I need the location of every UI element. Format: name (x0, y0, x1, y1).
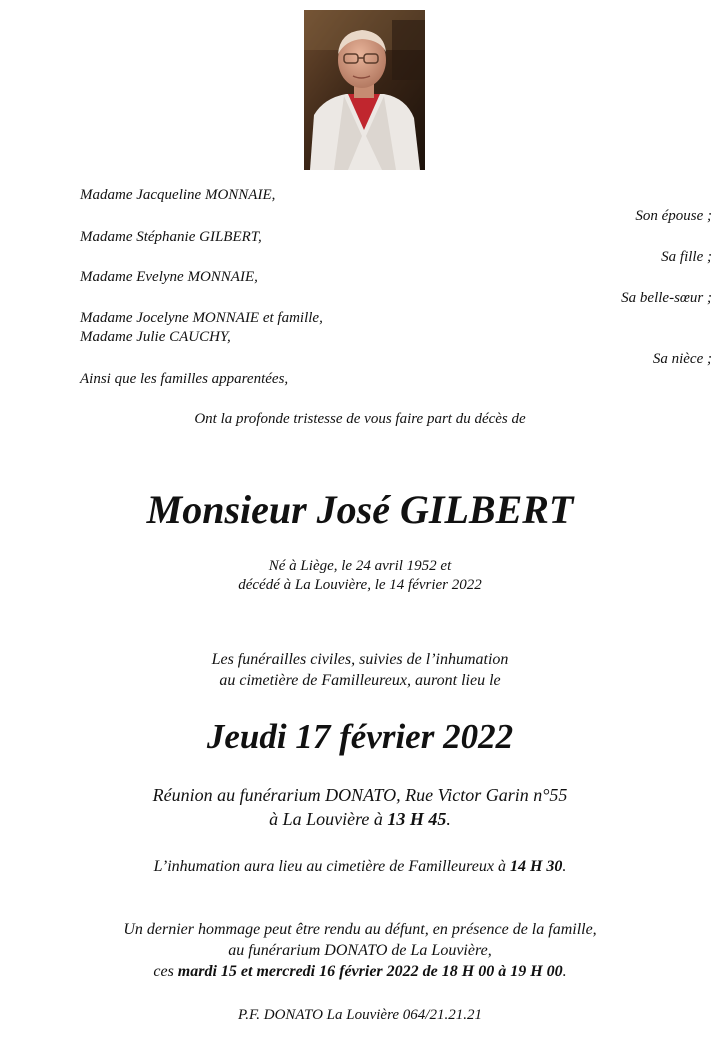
tribute-dates: mardi 15 et mercredi 16 février 2022 de 18 H 00 à 19 H 00 (177, 963, 563, 980)
burial-suffix: . (562, 858, 567, 875)
tribute-line-1: Un dernier hommage peut être rendu au défunt, en présence de la famille, (123, 921, 597, 938)
deceased-name: Monsieur José GILBERT (146, 487, 574, 532)
burial-info (0, 857, 720, 877)
death-info: décédé à La Louvière, le 14 février 2022 (238, 577, 482, 593)
funeral-intro-1: Les funérailles civiles, suivies de l’inhumation (211, 651, 509, 668)
family-relation-2: Sa fille ; (661, 249, 712, 265)
meeting-line-2 (0, 808, 720, 830)
portrait-photo (304, 10, 425, 170)
tribute-line-2: au funérarium DONATO de La Louvière, (228, 942, 492, 959)
family-name-3: Madame Evelyne MONNAIE, (80, 269, 258, 285)
family-relation-4: Sa nièce ; (652, 351, 712, 367)
family-relation-1: Son épouse ; (635, 208, 712, 224)
tribute-line-3 (0, 962, 720, 982)
funeral-home-contact: P.F. DONATO La Louvière 064/21.21.21 (238, 1007, 482, 1023)
burial-prefix: L’inhumation aura lieu au cimetière de Familleureux à (153, 858, 510, 875)
burial-time: 14 H 30 (509, 858, 563, 875)
tribute-prefix: ces (153, 963, 178, 980)
meeting-time: 13 H 45 (387, 809, 447, 829)
birth-info: Né à Liège, le 24 avril 1952 et (268, 558, 452, 574)
other-families: Ainsi que les familles apparentées, (80, 371, 289, 387)
family-name-1: Madame Jacqueline MONNAIE, (80, 187, 276, 203)
meeting-suffix: . (446, 809, 451, 829)
family-name-5: Madame Julie CAUCHY, (80, 329, 231, 345)
meeting-prefix: à La Louvière à (269, 809, 388, 829)
tribute-suffix: . (562, 963, 567, 980)
meeting-line-1: Réunion au funérarium DONATO, Rue Victor Garin n°55 (152, 785, 568, 805)
funeral-intro-2: au cimetière de Familleureux, auront lieu le (219, 672, 501, 689)
family-name-4: Madame Jocelyne MONNAIE et famille, (80, 310, 323, 326)
family-relation-3: Sa belle-sœur ; (621, 290, 712, 306)
family-name-2: Madame Stéphanie GILBERT, (80, 229, 262, 245)
funeral-date: Jeudi 17 février 2022 (206, 717, 514, 756)
announcement-text: Ont la profonde tristesse de vous faire part du décès de (194, 411, 526, 427)
